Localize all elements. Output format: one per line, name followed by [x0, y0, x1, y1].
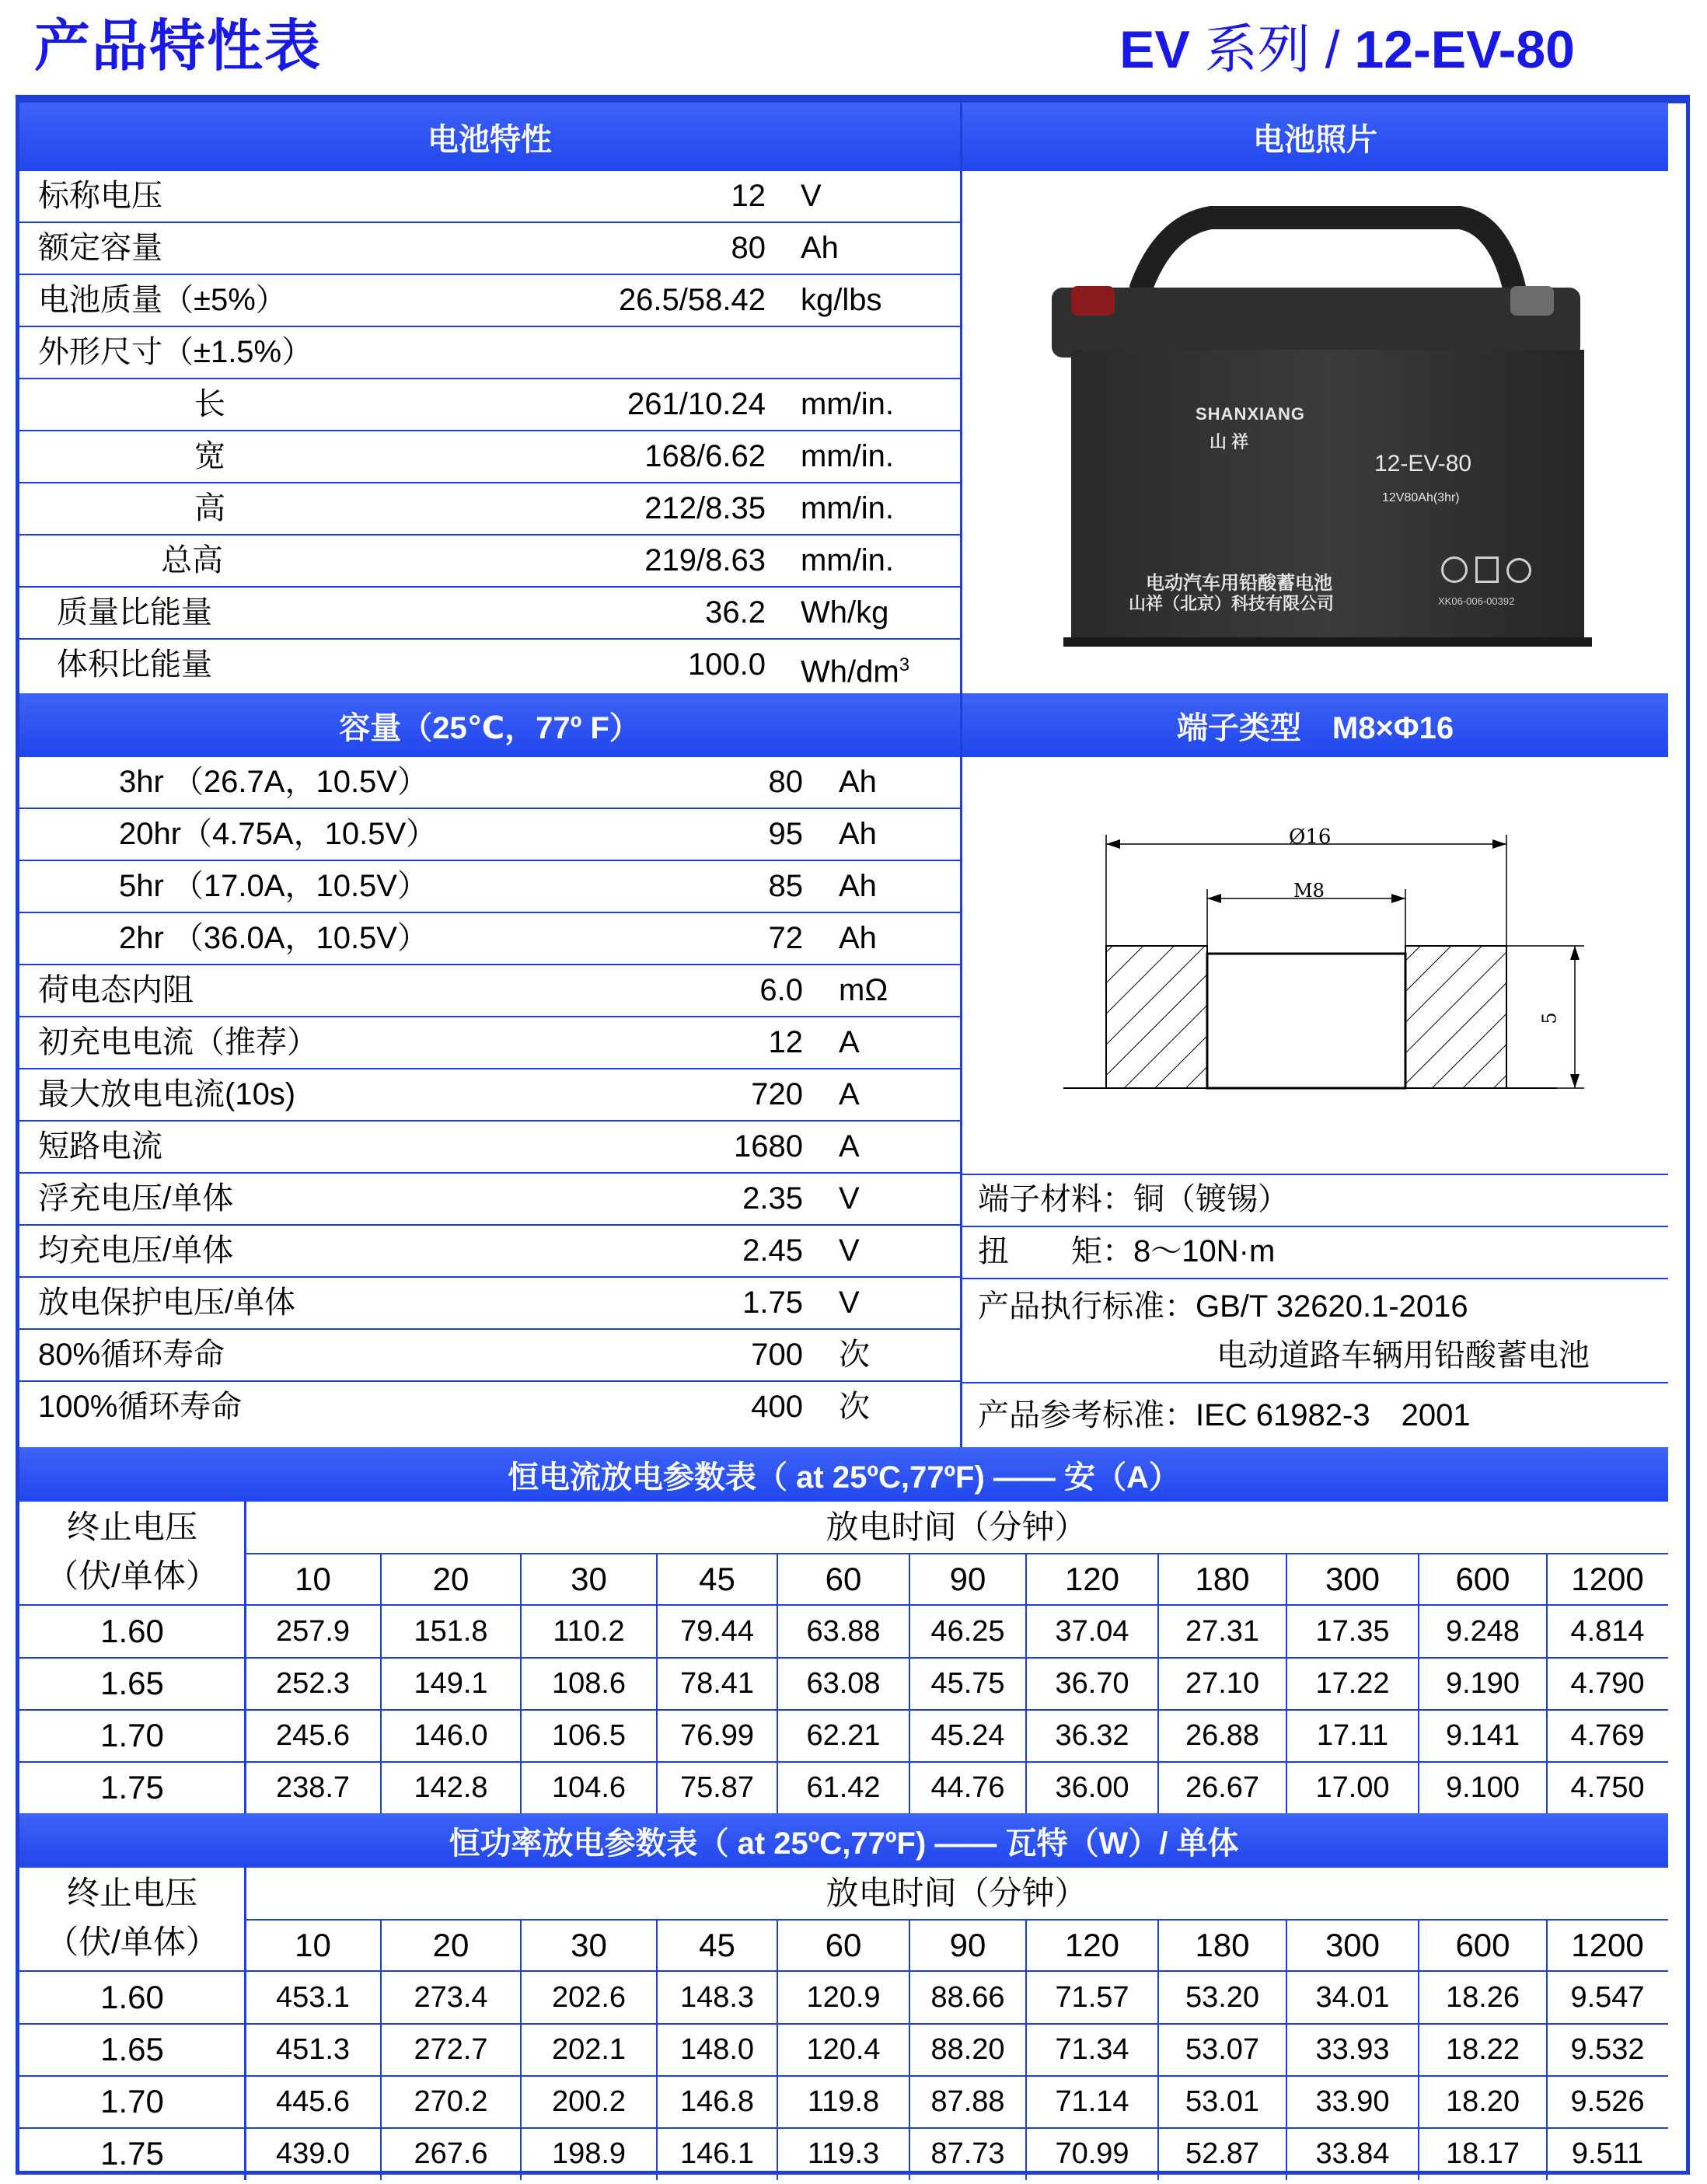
time-header: 300 — [1325, 1561, 1381, 1597]
divider — [962, 1382, 1668, 1383]
props-row — [19, 275, 960, 327]
value-cell: 9.547 — [1570, 1981, 1645, 2014]
terminal-torque: 扭 矩：8～10N·m — [978, 1234, 1276, 1268]
capacity-value: 2.35 — [742, 1181, 803, 1216]
value-cell: 238.7 — [275, 1771, 351, 1804]
props-unit-text: Wh/dm — [801, 654, 899, 689]
dim-height-label: 5 — [1538, 1012, 1561, 1024]
divider — [380, 1554, 382, 1814]
value-cell: 53.20 — [1185, 1981, 1260, 2014]
value-cell: 106.5 — [551, 1719, 627, 1752]
props-row — [19, 379, 960, 431]
value-cell: 4.750 — [1570, 1771, 1645, 1804]
divider — [244, 1868, 246, 2180]
value-cell: 88.66 — [930, 1981, 1005, 2014]
value-cell: 4.790 — [1570, 1667, 1645, 1700]
time-header: 30 — [571, 1927, 607, 1963]
column-header-label: 放电时间（分钟） — [826, 1875, 1087, 1911]
divider — [777, 1554, 778, 1814]
value-cell: 33.93 — [1315, 2033, 1390, 2066]
current-table-header: 恒电流放电参数表（ at 25ºC,77ºF) —— 安（A） — [19, 1447, 1668, 1502]
time-header: 180 — [1195, 1927, 1250, 1963]
value-cell: 45.24 — [930, 1719, 1005, 1752]
capacity-value: 72 — [768, 921, 803, 955]
capacity-value: 720 — [751, 1077, 803, 1111]
divider — [520, 1554, 522, 1814]
props-label: 额定容量 — [38, 231, 162, 265]
value-cell: 451.3 — [275, 2033, 351, 2066]
value-cell: 87.88 — [930, 2085, 1005, 2118]
value-cell: 70.99 — [1055, 2137, 1129, 2170]
reference-standard: 产品参考标准：IEC 61982-3 2001 — [978, 1398, 1471, 1432]
capacity-unit: A — [839, 1077, 860, 1111]
props-label: 外形尺寸（±1.5%） — [38, 335, 313, 369]
page-title: 产品特性表 — [34, 16, 323, 78]
capacity-row — [19, 1174, 960, 1226]
capacity-row — [19, 809, 960, 861]
value-cell: 45.75 — [930, 1667, 1005, 1700]
dim-inner-label: M8 — [1293, 880, 1325, 902]
time-header: 1200 — [1571, 1561, 1644, 1597]
capacity-unit: A — [839, 1025, 860, 1059]
divider — [1418, 1554, 1419, 1814]
value-cell: 146.1 — [679, 2137, 755, 2170]
photo-brand: SHANXIANG — [1196, 404, 1306, 424]
props-unit-text: mm/in. — [801, 543, 894, 577]
props-unit-text: V — [801, 179, 822, 213]
props-unit-text: Wh/kg — [801, 595, 889, 630]
capacity-unit: Ah — [839, 817, 877, 851]
capacity-label: 5hr （17.0A，10.5V） — [119, 869, 428, 903]
time-header: 60 — [825, 1561, 862, 1597]
value-cell: 142.8 — [414, 1771, 488, 1804]
value-cell: 119.8 — [807, 2085, 880, 2118]
value-cell: 17.11 — [1316, 1719, 1389, 1752]
capacity-unit: mΩ — [839, 973, 888, 1007]
props-value: 168/6.62 — [644, 439, 766, 473]
divider — [1025, 1920, 1027, 2180]
divider — [1546, 1554, 1548, 1814]
value-cell: 17.22 — [1315, 1667, 1390, 1700]
props-label: 标称电压 — [38, 179, 162, 213]
value-cell: 148.0 — [679, 2033, 755, 2066]
capacity-label: 2hr （36.0A，10.5V） — [119, 921, 428, 955]
divider — [1157, 1920, 1159, 2180]
props-unit — [801, 483, 894, 534]
series-prefix: EV — [1119, 20, 1190, 79]
value-cell: 120.4 — [806, 2033, 881, 2066]
voltage-cell: 1.60 — [100, 1979, 164, 2015]
capacity-row — [19, 1069, 960, 1122]
terminal-material: 端子材料：铜（镀锡） — [978, 1182, 1289, 1216]
time-header: 600 — [1455, 1561, 1510, 1597]
value-cell: 53.01 — [1185, 2085, 1260, 2118]
capacity-label: 荷电态内阻 — [38, 973, 194, 1007]
time-header: 90 — [949, 1561, 986, 1597]
capacity-unit: V — [839, 1286, 860, 1320]
props-unit-text: kg/lbs — [801, 283, 882, 317]
capacity-value: 12 — [768, 1025, 803, 1059]
capacity-value: 6.0 — [759, 973, 803, 1007]
props-label: 电池质量（±5%） — [38, 283, 287, 317]
model-name: 12-EV-80 — [1354, 20, 1575, 79]
capacity-value: 80 — [768, 765, 803, 799]
value-cell: 33.90 — [1315, 2085, 1390, 2118]
capacity-unit: 次 — [839, 1338, 870, 1372]
value-cell: 88.20 — [930, 2033, 1005, 2066]
value-cell: 4.814 — [1570, 1615, 1645, 1648]
value-cell: 53.07 — [1185, 2033, 1260, 2066]
capacity-value: 1.75 — [742, 1286, 803, 1320]
capacity-value: 2.45 — [742, 1233, 803, 1268]
capacity-label: 100%循环寿命 — [38, 1390, 243, 1424]
value-cell: 146.0 — [414, 1719, 488, 1752]
capacity-unit: Ah — [839, 921, 877, 955]
value-cell: 439.0 — [275, 2137, 351, 2170]
value-cell: 273.4 — [414, 1981, 488, 2014]
divider — [244, 1502, 246, 1814]
photo-line1: 电动汽车用铅酸蓄电池 — [1146, 573, 1332, 594]
row-header-label: 终止电压 — [66, 1875, 197, 1911]
value-cell: 267.6 — [414, 2137, 488, 2170]
divider — [777, 1920, 778, 2180]
divider — [520, 1920, 522, 2180]
divider — [1286, 1920, 1287, 2180]
battery-props-header: 电池特性 — [19, 103, 960, 171]
value-cell: 9.532 — [1570, 2033, 1645, 2066]
capacity-row — [19, 1330, 960, 1382]
series-title — [1119, 11, 1575, 89]
value-cell: 17.35 — [1315, 1615, 1390, 1648]
photo-brand-cn: 山 祥 — [1210, 432, 1249, 452]
value-cell: 4.769 — [1570, 1719, 1645, 1752]
voltage-cell: 1.65 — [100, 2031, 164, 2067]
props-label: 体积比能量 — [57, 647, 212, 682]
value-cell: 71.57 — [1055, 1981, 1129, 2014]
divider — [909, 1554, 910, 1814]
props-unit — [801, 588, 888, 638]
recycle-icon — [1441, 556, 1468, 583]
props-label: 长 — [194, 387, 225, 421]
value-cell: 110.2 — [553, 1615, 625, 1648]
value-cell: 146.8 — [679, 2085, 755, 2118]
value-cell: 18.26 — [1445, 1981, 1520, 2014]
value-cell: 252.3 — [275, 1667, 351, 1700]
voltage-cell: 1.65 — [100, 1665, 164, 1701]
value-cell: 26.88 — [1185, 1719, 1260, 1752]
props-label: 高 — [194, 491, 225, 525]
divider — [656, 1920, 658, 2180]
value-cell: 9.141 — [1445, 1719, 1520, 1752]
value-cell: 200.2 — [551, 2085, 627, 2118]
props-label: 质量比能量 — [57, 595, 212, 630]
capacity-value: 95 — [768, 817, 803, 851]
value-cell: 87.73 — [930, 2137, 1005, 2170]
props-unit-sup: 3 — [899, 654, 910, 675]
value-cell: 151.8 — [414, 1615, 488, 1648]
value-cell: 52.87 — [1185, 2137, 1260, 2170]
time-header: 120 — [1064, 1561, 1120, 1597]
photo-line2: 山祥（北京）科技有限公司 — [1129, 594, 1335, 613]
props-unit-text: mm/in. — [801, 491, 894, 525]
props-value: 36.2 — [705, 595, 766, 630]
props-value: 212/8.35 — [644, 491, 766, 525]
time-header: 60 — [825, 1927, 862, 1963]
value-cell: 18.22 — [1445, 2033, 1520, 2066]
value-cell: 71.14 — [1055, 2085, 1129, 2118]
props-unit-text: mm/in. — [801, 387, 894, 421]
time-header: 1200 — [1571, 1927, 1644, 1963]
product-standard: 产品执行标准：GB/T 32620.1-2016 — [978, 1289, 1468, 1324]
value-cell: 9.511 — [1571, 2137, 1644, 2170]
value-cell: 78.41 — [679, 1667, 755, 1700]
value-cell: 119.3 — [807, 2137, 880, 2170]
capacity-row — [19, 1226, 960, 1278]
voltage-cell: 1.70 — [100, 1717, 164, 1753]
time-header: 45 — [699, 1927, 735, 1963]
divider — [1546, 1920, 1548, 2180]
battery-photo — [962, 171, 1668, 693]
time-header: 20 — [432, 1561, 470, 1597]
bin-icon — [1475, 556, 1499, 583]
capacity-row — [19, 1017, 960, 1069]
props-unit-text: mm/in. — [801, 439, 894, 473]
value-cell: 18.20 — [1445, 2085, 1520, 2118]
value-cell: 63.88 — [806, 1615, 881, 1648]
value-cell: 26.67 — [1185, 1771, 1260, 1804]
capacity-label: 均充电压/单体 — [38, 1233, 234, 1268]
props-label: 宽 — [194, 439, 225, 473]
product-standard-desc: 电动道路车辆用铅酸蓄电池 — [1217, 1338, 1590, 1373]
time-header: 600 — [1455, 1927, 1510, 1963]
props-value: 26.5/58.42 — [618, 283, 766, 317]
time-header: 90 — [949, 1927, 986, 1963]
power-table-header: 恒功率放电参数表（ at 25ºC,77ºF) —— 瓦特（W）/ 单体 — [19, 1813, 1668, 1868]
time-header: 10 — [295, 1927, 331, 1963]
value-cell: 36.32 — [1055, 1719, 1129, 1752]
time-header: 180 — [1195, 1561, 1250, 1597]
value-cell: 62.21 — [806, 1719, 881, 1752]
divider — [656, 1554, 658, 1814]
props-row — [19, 431, 960, 483]
capacity-unit: A — [839, 1129, 860, 1164]
value-cell: 33.84 — [1315, 2137, 1390, 2170]
value-cell: 149.1 — [414, 1667, 488, 1700]
capacity-label: 80%循环寿命 — [38, 1338, 225, 1372]
props-value: 219/8.63 — [644, 543, 766, 577]
capacity-label: 短路电流 — [38, 1129, 162, 1164]
value-cell: 17.00 — [1315, 1771, 1390, 1804]
divider — [909, 1920, 910, 2180]
row-header-label: 终止电压 — [66, 1509, 197, 1545]
capacity-value: 85 — [768, 869, 803, 903]
voltage-cell: 1.70 — [100, 2083, 164, 2119]
value-cell: 79.44 — [679, 1615, 755, 1648]
value-cell: 37.04 — [1055, 1615, 1129, 1648]
value-cell: 61.42 — [806, 1771, 881, 1804]
voltage-cell: 1.60 — [100, 1613, 164, 1649]
time-header: 10 — [295, 1561, 331, 1597]
divider — [1025, 1554, 1027, 1814]
terminal-header: 端子类型 M8×Φ16 — [962, 693, 1668, 757]
time-header: 20 — [432, 1927, 470, 1963]
props-value: 261/10.24 — [627, 387, 766, 421]
time-header: 30 — [571, 1561, 607, 1597]
value-cell: 34.01 — [1315, 1981, 1390, 2014]
terminal-diagram — [962, 757, 1668, 1174]
props-value: 12 — [731, 179, 766, 213]
photo-model: 12-EV-80 — [1374, 451, 1472, 476]
capacity-row — [19, 913, 960, 965]
props-row — [19, 171, 960, 223]
capacity-row — [19, 965, 960, 1017]
capacity-label: 浮充电压/单体 — [38, 1181, 234, 1216]
capacity-label: 初充电电流（推荐） — [38, 1025, 318, 1059]
props-unit — [801, 536, 894, 586]
value-cell: 120.9 — [806, 1981, 881, 2014]
capacity-row — [19, 1122, 960, 1174]
capacity-value: 700 — [751, 1338, 803, 1372]
divider — [962, 1278, 1668, 1279]
props-unit — [801, 223, 839, 274]
props-row — [19, 483, 960, 536]
photo-code: XK06-006-00392 — [1438, 595, 1515, 607]
capacity-row — [19, 861, 960, 913]
divider — [380, 1920, 382, 2180]
value-cell: 148.3 — [679, 1981, 755, 2014]
divider — [1286, 1554, 1287, 1814]
capacity-row — [19, 1278, 960, 1330]
capacity-header: 容量（25℃，77º F） — [19, 693, 960, 757]
cert-icon — [1506, 558, 1531, 583]
voltage-cell: 1.75 — [100, 2135, 164, 2172]
value-cell: 27.10 — [1185, 1667, 1260, 1700]
value-cell: 245.6 — [275, 1719, 351, 1752]
divider — [1418, 1920, 1419, 2180]
value-cell: 272.7 — [414, 2033, 488, 2066]
value-cell: 75.87 — [679, 1771, 755, 1804]
column-header-label: 放电时间（分钟） — [826, 1509, 1087, 1545]
props-unit — [801, 379, 894, 430]
terminal-drawing — [962, 757, 1668, 1174]
value-cell: 453.1 — [275, 1981, 351, 2014]
value-cell: 445.6 — [275, 2085, 351, 2118]
value-cell: 76.99 — [679, 1719, 755, 1752]
time-header: 300 — [1325, 1927, 1381, 1963]
photo-spec: 12V80Ah(3hr) — [1382, 491, 1460, 504]
props-unit — [801, 171, 822, 222]
value-cell: 270.2 — [414, 2085, 488, 2118]
props-row — [19, 327, 960, 379]
value-cell: 63.08 — [806, 1667, 881, 1700]
value-cell: 202.1 — [551, 2033, 627, 2066]
capacity-unit: V — [839, 1233, 860, 1268]
divider — [1157, 1554, 1159, 1814]
series-text: 系列 / — [1189, 20, 1355, 79]
capacity-label: 最大放电电流(10s) — [38, 1077, 296, 1111]
capacity-row — [19, 1382, 960, 1436]
value-cell: 9.190 — [1445, 1667, 1520, 1700]
props-unit — [801, 431, 894, 482]
props-unit — [801, 640, 909, 697]
value-cell: 27.31 — [1185, 1615, 1260, 1648]
value-cell: 9.526 — [1570, 2085, 1645, 2118]
capacity-label: 20hr（4.75A，10.5V） — [119, 817, 438, 851]
voltage-cell: 1.75 — [100, 1769, 164, 1805]
props-unit — [801, 275, 882, 326]
value-cell: 198.9 — [551, 2137, 627, 2170]
value-cell: 9.248 — [1445, 1615, 1520, 1648]
capacity-label: 放电保护电压/单体 — [38, 1286, 296, 1320]
value-cell: 36.00 — [1055, 1771, 1129, 1804]
capacity-row — [19, 757, 960, 809]
props-row — [19, 588, 960, 640]
dim-outer-label: Ø16 — [1289, 825, 1332, 849]
value-cell: 71.34 — [1055, 2033, 1129, 2066]
value-cell: 18.17 — [1445, 2137, 1520, 2170]
props-value: 100.0 — [687, 647, 766, 682]
props-row — [19, 536, 960, 588]
value-cell: 104.6 — [551, 1771, 627, 1804]
value-cell: 108.6 — [551, 1667, 627, 1700]
value-cell: 46.25 — [930, 1615, 1005, 1648]
value-cell: 9.100 — [1445, 1771, 1520, 1804]
capacity-unit: Ah — [839, 869, 877, 903]
props-value: 80 — [731, 231, 766, 265]
capacity-unit: V — [839, 1181, 860, 1216]
props-unit-text: Ah — [801, 231, 839, 265]
capacity-unit: 次 — [839, 1390, 870, 1424]
capacity-unit: Ah — [839, 765, 877, 799]
photo-header: 电池照片 — [962, 103, 1668, 171]
row-header-unit: （伏/单体） — [46, 1558, 218, 1594]
value-cell: 44.76 — [930, 1771, 1005, 1804]
value-cell: 257.9 — [275, 1615, 351, 1648]
time-header: 120 — [1064, 1927, 1120, 1963]
capacity-label: 3hr （26.7A，10.5V） — [119, 765, 428, 799]
row-header-unit: （伏/单体） — [46, 1924, 218, 1960]
value-cell: 202.6 — [551, 1981, 627, 2014]
time-header: 45 — [699, 1561, 735, 1597]
props-row — [19, 640, 960, 692]
value-cell: 36.70 — [1055, 1667, 1129, 1700]
capacity-value: 1680 — [734, 1129, 803, 1164]
battery-illustration — [962, 171, 1668, 693]
capacity-value: 400 — [751, 1390, 803, 1424]
props-row — [19, 223, 960, 275]
props-label: 总高 — [161, 543, 223, 577]
